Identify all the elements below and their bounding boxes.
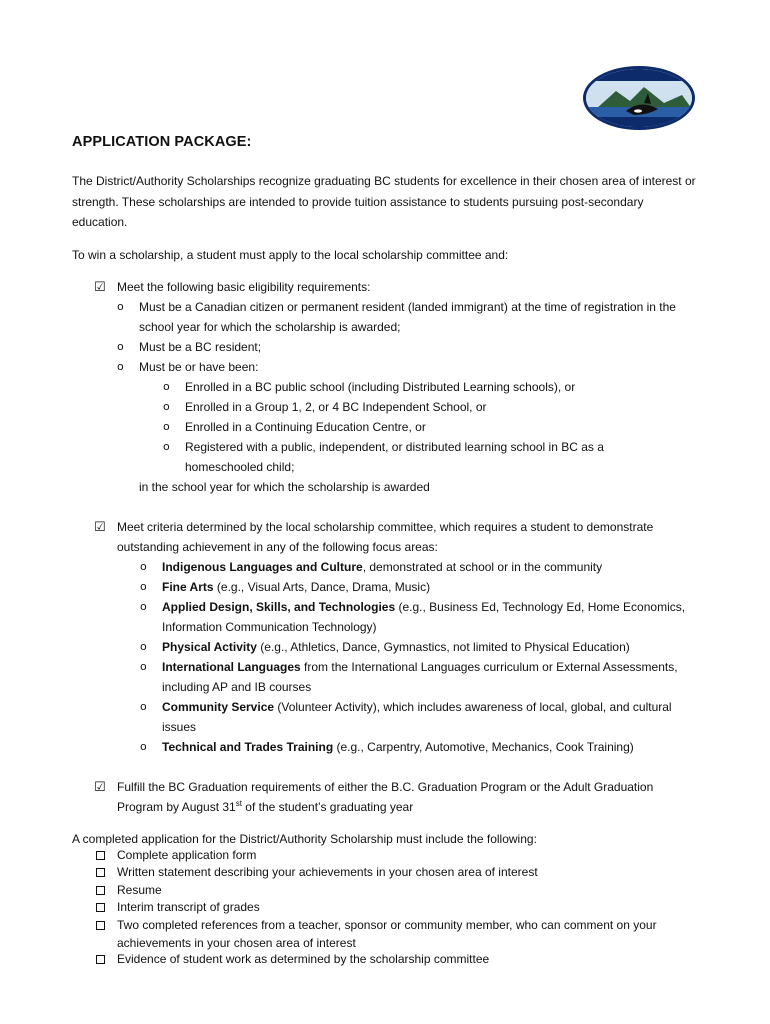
req3-text-a: Fulfill the BC Graduation requirements of either the B.C. Graduation Program or the Adult Graduation Program by August 31 [117, 780, 654, 814]
req1-heading: Meet the following basic eligibility requirements: [117, 280, 371, 294]
focus-area-desc: (Volunteer Activity), which includes awareness of local, global, and cultural issues [162, 700, 672, 734]
req1-subitem: Enrolled in a Group 1, 2, or 4 BC Independent School, or [185, 400, 487, 414]
req1-subitem: Enrolled in a BC public school (including Distributed Learning schools), or [185, 380, 576, 394]
focus-area-name: International Languages [162, 660, 301, 674]
focus-area-desc: (e.g., Business Ed, Technology Ed, Home Economics, Information Communication Technology) [162, 600, 686, 634]
checklist-item: Interim transcript of grades [117, 900, 260, 914]
bullet-icon: o [163, 440, 170, 453]
req1-tail: in the school year for which the scholarship is awarded [139, 480, 430, 494]
focus-area-desc: from the International Languages curriculum or External Assessments, including AP and IB courses [162, 660, 678, 694]
bullet-icon: o [140, 560, 147, 573]
req1-item-enrolled: Must be or have been: [139, 360, 259, 374]
checkbox-icon[interactable] [96, 921, 105, 930]
req3-sup: st [235, 799, 242, 808]
req1-item-citizen: Must be a Canadian citizen or permanent resident (landed immigrant) at the time of registration in the school year for which the scholarship is awarded; [139, 300, 676, 334]
bullet-icon: o [140, 660, 147, 673]
req3-text [117, 777, 702, 817]
bullet-icon: o [117, 340, 124, 353]
focus-area-name: Indigenous Languages and Culture [162, 560, 363, 574]
focus-area-name: Technical and Trades Training [162, 740, 334, 754]
checklist-intro: A completed application for the District/Authority Scholarship must include the following: [72, 832, 537, 846]
focus-area-name: Physical Activity [162, 640, 257, 654]
req1-subitem: Enrolled in a Continuing Education Centre, or [185, 420, 426, 434]
bullet-icon: o [117, 300, 124, 313]
bullet-icon: o [140, 580, 147, 593]
bullet-icon: o [163, 420, 170, 433]
checkbox-icon[interactable] [96, 851, 105, 860]
bullet-icon: o [140, 640, 147, 653]
bullet-icon: o [140, 600, 147, 613]
checked-box-icon: ☑ [94, 519, 106, 534]
focus-area-desc: (e.g., Visual Arts, Dance, Drama, Music) [213, 580, 431, 594]
bullet-icon: o [163, 380, 170, 393]
orca-emblem-icon [586, 69, 692, 127]
focus-area-item [162, 657, 702, 697]
bullet-icon: o [117, 360, 124, 373]
checked-box-icon: ☑ [94, 279, 106, 294]
req1-subitem: Registered with a public, independent, or distributed learning school in BC as a homeschooled child; [185, 440, 604, 474]
bullet-icon: o [163, 400, 170, 413]
page-title: APPLICATION PACKAGE: [72, 134, 252, 150]
checklist-item: Two completed references from a teacher, sponsor or community member, who can comment on your achievements in your chosen area of interest [117, 918, 657, 950]
focus-area-name: Community Service [162, 700, 275, 714]
bullet-icon: o [140, 740, 147, 753]
apply-intro-paragraph: To win a scholarship, a student must apply to the local scholarship committee and: [72, 248, 509, 262]
checklist-item: Written statement describing your achievements in your chosen area of interest [117, 865, 538, 879]
checklist-item: Complete application form [117, 848, 257, 862]
checklist-item: Evidence of student work as determined by the scholarship committee [117, 952, 490, 966]
intro-paragraph: The District/Authority Scholarships recognize graduating BC students for excellence in their chosen area of interest or strength. These scholarships are intended to provide tuition assistance to students pursuing post-secondary education. [72, 174, 696, 229]
req1-item-resident: Must be a BC resident; [139, 340, 262, 354]
focus-area-desc: , demonstrated at school or in the community [362, 560, 603, 574]
checkbox-icon[interactable] [96, 868, 105, 877]
focus-area-name: Applied Design, Skills, and Technologies [162, 600, 396, 614]
focus-area-item [162, 577, 430, 597]
checked-box-icon: ☑ [94, 779, 106, 794]
school-district-logo [583, 66, 695, 130]
focus-area-item [162, 557, 602, 577]
req3-text-b: of the student’s graduating year [241, 800, 414, 814]
checkbox-icon[interactable] [96, 903, 105, 912]
focus-area-item [162, 637, 630, 657]
checkbox-icon[interactable] [96, 955, 105, 964]
checklist-item: Resume [117, 883, 162, 897]
focus-area-item [162, 737, 634, 757]
checkbox-icon[interactable] [96, 886, 105, 895]
focus-area-desc: (e.g., Carpentry, Automotive, Mechanics, Cook Training) [333, 740, 634, 754]
req2-heading: Meet criteria determined by the local scholarship committee, which requires a student to demonstrate outstanding achievement in any of the following focus areas: [117, 520, 654, 554]
focus-area-name: Fine Arts [162, 580, 214, 594]
focus-area-item [162, 597, 702, 637]
bullet-icon: o [140, 700, 147, 713]
focus-area-item [162, 697, 702, 737]
focus-area-desc: (e.g., Athletics, Dance, Gymnastics, not limited to Physical Education) [256, 640, 630, 654]
